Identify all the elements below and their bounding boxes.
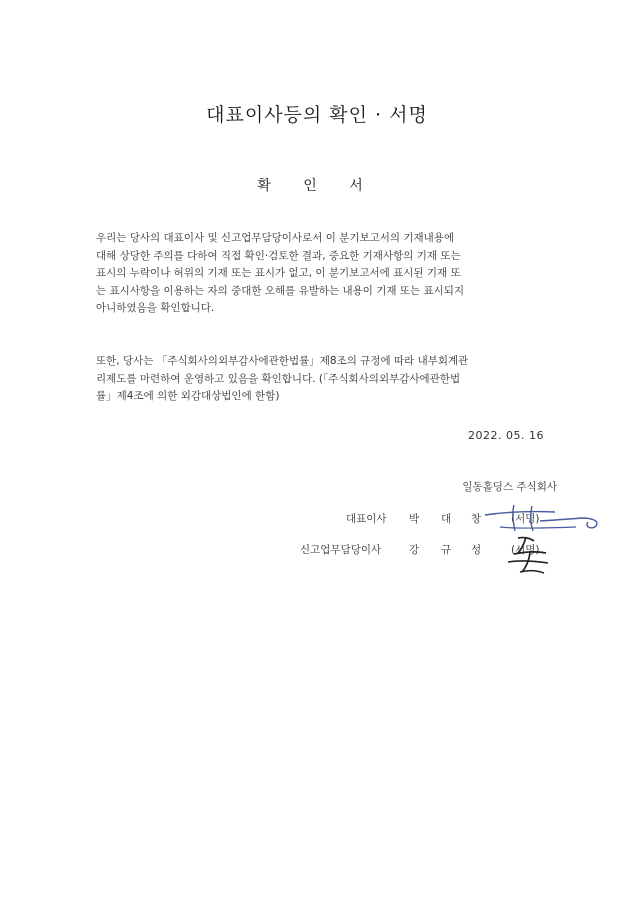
document-date: 2022. 05. 16 bbox=[468, 429, 544, 442]
paragraph-line: 률」제4조에 의한 외감대상법인에 한함) bbox=[96, 390, 280, 403]
paragraph-line: 우리는 당사의 대표이사 및 신고업무담당이사로서 이 분기보고서의 기재내용에 bbox=[96, 232, 455, 244]
signatory-name-char: 성 bbox=[471, 544, 482, 556]
paragraph-line: 리제도를 마련하여 운영하고 있음을 확인합니다. (「주식회사의외부감사에관한법 bbox=[96, 372, 461, 385]
seal-label: (서명) bbox=[511, 544, 540, 556]
disclosure-officer-signature bbox=[500, 532, 560, 580]
signatory-name-char: 규 bbox=[441, 544, 452, 556]
internal-control-paragraph bbox=[96, 353, 558, 406]
document-subtitle: 확 인 서 bbox=[257, 178, 377, 194]
paragraph-line: 표시의 누락이나 허위의 기재 또는 표시가 없고, 이 분기보고서에 표시된 기재 또 bbox=[96, 267, 461, 280]
signatory-name-char: 대 bbox=[441, 513, 452, 525]
paragraph-line: 아니하였음을 확인합니다. bbox=[96, 302, 215, 315]
signatory-name-char: 강 bbox=[409, 544, 420, 556]
paragraph-line: 또한, 당사는 「주식회사의외부감사에관한법률」제8조의 규정에 따라 내부회계관 bbox=[96, 355, 469, 367]
paragraph-line: 는 표시사항을 이용하는 자의 중대한 오해를 유발하는 내용이 기재 또는 표시되지 bbox=[96, 284, 465, 297]
signatory-name-char: 박 bbox=[409, 513, 420, 525]
paragraph-line: 대해 상당한 주의를 다하여 직접 확인·검토한 결과, 중요한 기재사항의 기재 또는 bbox=[96, 249, 461, 262]
company-name: 일동홀딩스 주식회사 bbox=[462, 481, 557, 493]
ceo-signature bbox=[480, 500, 605, 536]
document-title: 대표이사등의 확인 · 서명 bbox=[206, 104, 428, 126]
confirmation-paragraph bbox=[96, 230, 558, 318]
signatory-name-char: 창 bbox=[471, 513, 482, 525]
seal-label: (서명) bbox=[511, 513, 540, 525]
signatory-title: 대표이사 bbox=[346, 513, 387, 525]
signatory-title: 신고업무담당이사 bbox=[300, 544, 382, 556]
